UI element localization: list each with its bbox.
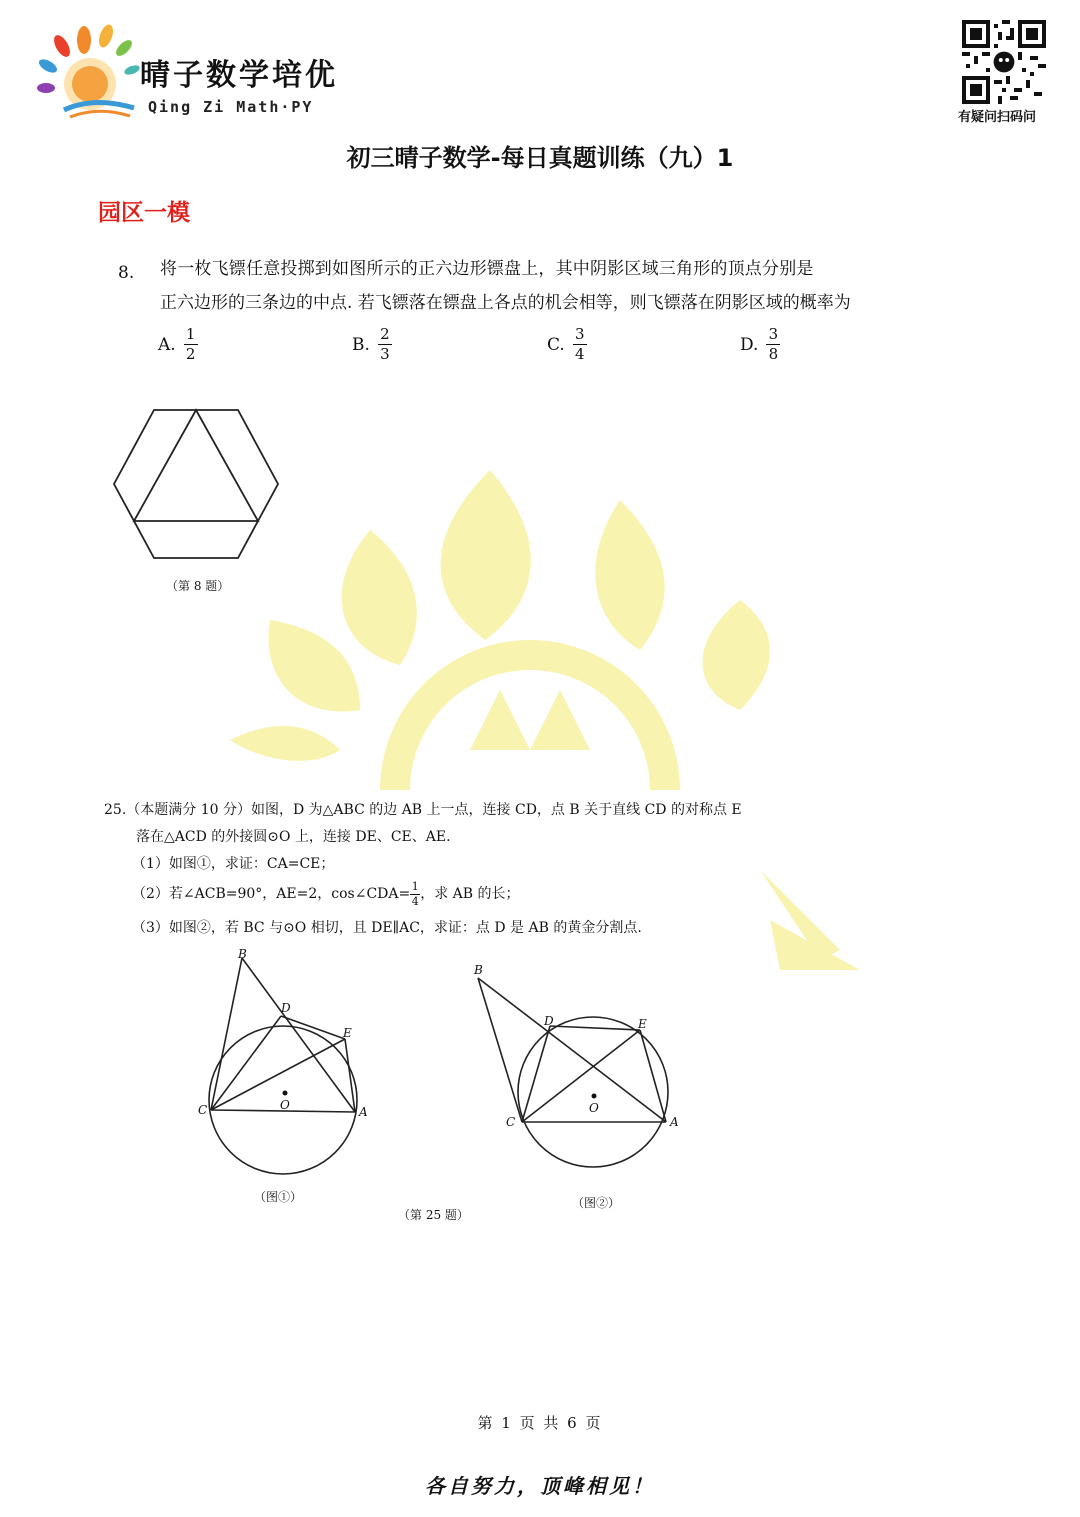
q8-option-a bbox=[158, 326, 198, 363]
point-label-b: B bbox=[238, 947, 247, 961]
denominator: 3 bbox=[380, 345, 390, 363]
option-fraction bbox=[184, 326, 198, 363]
numerator: 1 bbox=[185, 325, 196, 343]
point-label-a: A bbox=[670, 1115, 679, 1129]
option-fraction bbox=[766, 326, 780, 363]
q25-line2: 落在△ACD 的外接圆⊙O 上，连接 DE、CE、AE. bbox=[136, 829, 451, 845]
q25-line1: 25.（本题满分 10 分）如图，D 为△ABC 的边 AB 上一点，连接 CD，点 B 关于直线 CD 的对称点 E bbox=[104, 802, 742, 818]
hexagon-figure bbox=[108, 404, 284, 564]
q25-part2-text-b: ，求 AB 的长； bbox=[420, 886, 520, 902]
watermark-sun bbox=[220, 450, 860, 990]
point-label-d: D bbox=[281, 1001, 291, 1015]
q25-figure-1 bbox=[190, 946, 380, 1186]
point-label-e: E bbox=[638, 1017, 647, 1031]
q8-figure-caption: （第 8 题） bbox=[166, 579, 230, 593]
sun-logo-icon bbox=[34, 22, 142, 122]
page-number: 第 1 页 共 6 页 bbox=[477, 1414, 603, 1432]
q25-figure-2-caption: （图②） bbox=[572, 1196, 621, 1210]
option-label: D. bbox=[740, 334, 759, 355]
page-title: 初三晴子数学-每日真题训练（九）1 bbox=[346, 144, 734, 172]
q25-part2-text-a: （2）若∠ACB=90°，AE=2，cos∠CDA= bbox=[132, 886, 411, 902]
denominator: 8 bbox=[768, 345, 779, 363]
q8-option-c bbox=[547, 326, 587, 363]
q25-figure-1-caption: （图①） bbox=[254, 1190, 303, 1204]
numerator: 3 bbox=[768, 325, 779, 343]
option-label: B. bbox=[352, 334, 370, 355]
point-label-o: O bbox=[280, 1098, 290, 1112]
point-label-a: A bbox=[359, 1105, 368, 1119]
q25-figure-2 bbox=[468, 960, 688, 1190]
q25-part1: （1）如图①，求证：CA=CE； bbox=[132, 856, 335, 872]
point-label-c: C bbox=[198, 1103, 208, 1117]
brand-name-cn: 晴子数学培优 bbox=[140, 58, 338, 93]
option-fraction bbox=[573, 326, 587, 363]
q25-part2 bbox=[132, 880, 520, 908]
section-label: 园区一模 bbox=[98, 200, 190, 226]
option-label: C. bbox=[547, 334, 565, 355]
point-label-e: E bbox=[343, 1026, 352, 1040]
numerator: 3 bbox=[575, 325, 585, 343]
numerator: 2 bbox=[380, 325, 390, 343]
point-label-d: D bbox=[544, 1014, 554, 1028]
q8-number: 8. bbox=[118, 263, 135, 283]
q8-line1: 将一枚飞镖任意投掷到如图所示的正六边形镖盘上，其中阴影区域三角形的顶点分别是 bbox=[160, 259, 814, 279]
denominator: 2 bbox=[185, 345, 196, 363]
numerator: 1 bbox=[411, 879, 419, 893]
denominator: 4 bbox=[411, 894, 419, 908]
q25-part3: （3）如图②，若 BC 与⊙O 相切，且 DE∥AC，求证：点 D 是 AB 的黄金分割点. bbox=[132, 920, 642, 936]
denominator: 4 bbox=[575, 345, 585, 363]
q8-option-d bbox=[740, 326, 780, 363]
point-label-o: O bbox=[589, 1101, 599, 1115]
brand-name-en: Qing Zi Math·PY bbox=[148, 98, 314, 116]
qr-code-icon bbox=[962, 20, 1046, 104]
q8-line2: 正六边形的三条边的中点. 若飞镖落在镖盘上各点的机会相等，则飞镖落在阴影区域的概率为 bbox=[160, 293, 851, 313]
q25-part2-fraction bbox=[410, 881, 420, 908]
option-label: A. bbox=[158, 334, 176, 355]
point-label-b: B bbox=[474, 963, 483, 977]
footer-slogan: 各自努力，顶峰相见！ bbox=[425, 1474, 655, 1498]
point-label-c: C bbox=[506, 1115, 516, 1129]
q8-option-b bbox=[352, 326, 392, 363]
qr-label: 有疑问扫码问 bbox=[958, 110, 1037, 125]
option-fraction bbox=[378, 326, 392, 363]
q25-figure-caption: （第 25 题） bbox=[398, 1208, 469, 1222]
